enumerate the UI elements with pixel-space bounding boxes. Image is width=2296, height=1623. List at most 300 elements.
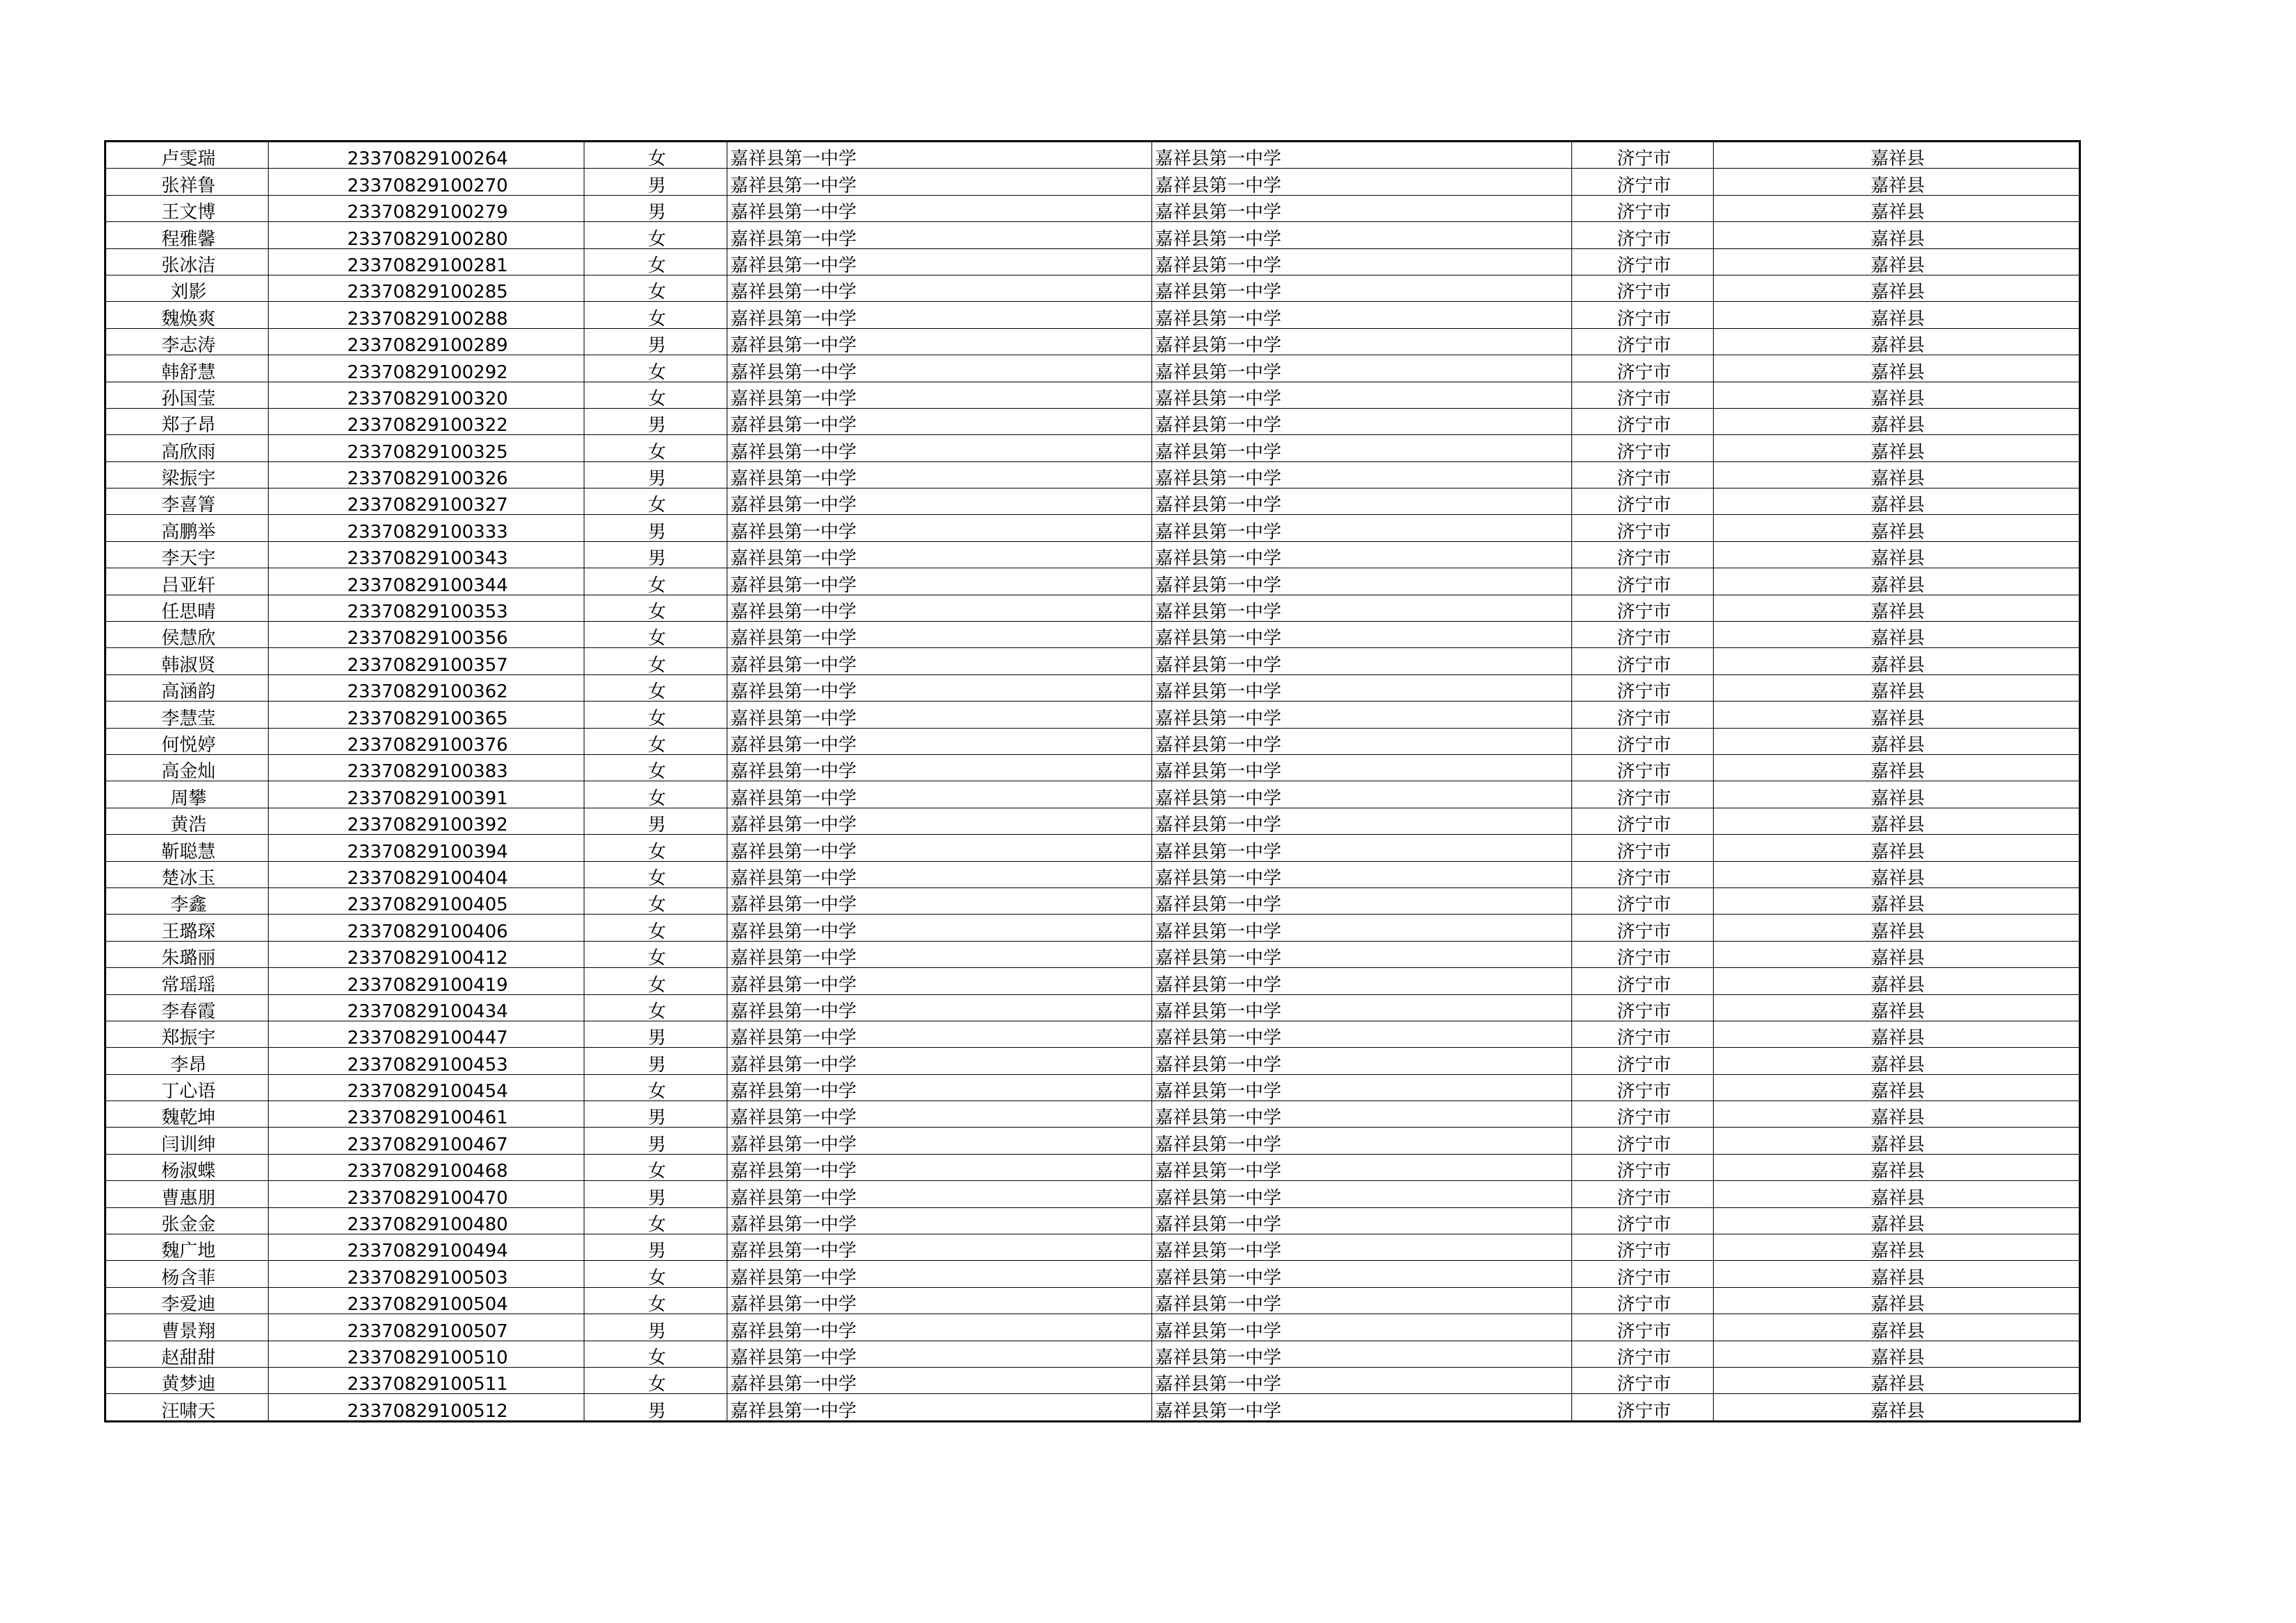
county-cell: 嘉祥县 [1714,994,2080,1021]
table-row [105,968,2080,994]
table-row [105,515,2080,541]
exam-id-cell: 23370829100333 [269,515,584,541]
name-cell: 程雅馨 [105,222,269,248]
registered-school-cell: 嘉祥县第一中学 [1152,248,1572,275]
table-row [105,248,2080,275]
school-cell: 嘉祥县第一中学 [727,461,1152,488]
exam-id-cell: 23370829100461 [269,1101,584,1128]
county-cell: 嘉祥县 [1714,328,2080,355]
gender-cell: 男 [584,1048,727,1074]
county-cell: 嘉祥县 [1714,435,2080,461]
registered-school-cell: 嘉祥县第一中学 [1152,994,1572,1021]
city-cell: 济宁市 [1572,222,1714,248]
county-cell: 嘉祥县 [1714,808,2080,834]
exam-id-cell: 23370829100325 [269,435,584,461]
county-cell: 嘉祥县 [1714,1101,2080,1128]
gender-cell: 男 [584,1394,727,1421]
exam-id-cell: 23370829100453 [269,1048,584,1074]
city-cell: 济宁市 [1572,754,1714,781]
exam-id-cell: 23370829100480 [269,1207,584,1234]
county-cell: 嘉祥县 [1714,1367,2080,1393]
county-cell: 嘉祥县 [1714,568,2080,595]
registered-school-cell: 嘉祥县第一中学 [1152,408,1572,434]
county-cell: 嘉祥县 [1714,142,2080,169]
city-cell: 济宁市 [1572,1314,1714,1341]
gender-cell: 男 [584,1234,727,1261]
school-cell: 嘉祥县第一中学 [727,915,1152,941]
gender-cell: 男 [584,1101,727,1128]
gender-cell: 女 [584,222,727,248]
city-cell: 济宁市 [1572,1367,1714,1393]
gender-cell: 女 [584,275,727,301]
registered-school-cell: 嘉祥县第一中学 [1152,1154,1572,1180]
county-cell: 嘉祥县 [1714,861,2080,887]
school-cell: 嘉祥县第一中学 [727,861,1152,887]
school-cell: 嘉祥县第一中学 [727,1367,1152,1393]
county-cell: 嘉祥县 [1714,1154,2080,1180]
county-cell: 嘉祥县 [1714,541,2080,568]
school-cell: 嘉祥县第一中学 [727,541,1152,568]
registered-school-cell: 嘉祥县第一中学 [1152,728,1572,754]
table-row [105,1394,2080,1421]
exam-id-cell: 23370829100383 [269,754,584,781]
registered-school-cell: 嘉祥县第一中学 [1152,754,1572,781]
county-cell: 嘉祥县 [1714,195,2080,221]
gender-cell: 男 [584,169,727,195]
county-cell: 嘉祥县 [1714,1341,2080,1367]
table-row [105,781,2080,808]
city-cell: 济宁市 [1572,915,1714,941]
exam-id-cell: 23370829100470 [269,1181,584,1207]
school-cell: 嘉祥县第一中学 [727,1261,1152,1287]
county-cell: 嘉祥县 [1714,275,2080,301]
city-cell: 济宁市 [1572,355,1714,382]
name-cell: 高鹏举 [105,515,269,541]
county-cell: 嘉祥县 [1714,781,2080,808]
table-body [105,142,2080,1422]
registered-school-cell: 嘉祥县第一中学 [1152,648,1572,674]
exam-id-cell: 23370829100322 [269,408,584,434]
name-cell: 李爱迪 [105,1287,269,1314]
exam-id-cell: 23370829100270 [269,169,584,195]
gender-cell: 女 [584,674,727,701]
exam-id-cell: 23370829100327 [269,488,584,515]
school-cell: 嘉祥县第一中学 [727,994,1152,1021]
gender-cell: 女 [584,941,727,967]
school-cell: 嘉祥县第一中学 [727,968,1152,994]
registered-school-cell: 嘉祥县第一中学 [1152,328,1572,355]
gender-cell: 女 [584,754,727,781]
table-row [105,674,2080,701]
county-cell: 嘉祥县 [1714,1048,2080,1074]
exam-id-cell: 23370829100510 [269,1341,584,1367]
city-cell: 济宁市 [1572,1074,1714,1101]
exam-id-cell: 23370829100494 [269,1234,584,1261]
exam-id-cell: 23370829100504 [269,1287,584,1314]
school-cell: 嘉祥县第一中学 [727,941,1152,967]
exam-id-cell: 23370829100288 [269,302,584,328]
name-cell: 张祥鲁 [105,169,269,195]
gender-cell: 女 [584,488,727,515]
school-cell: 嘉祥县第一中学 [727,248,1152,275]
county-cell: 嘉祥县 [1714,169,2080,195]
gender-cell: 女 [584,648,727,674]
registered-school-cell: 嘉祥县第一中学 [1152,1367,1572,1393]
registered-school-cell: 嘉祥县第一中学 [1152,1207,1572,1234]
name-cell: 张金金 [105,1207,269,1234]
exam-id-cell: 23370829100405 [269,887,584,914]
name-cell: 曹景翔 [105,1314,269,1341]
county-cell: 嘉祥县 [1714,648,2080,674]
registered-school-cell: 嘉祥县第一中学 [1152,488,1572,515]
name-cell: 张冰洁 [105,248,269,275]
registered-school-cell: 嘉祥县第一中学 [1152,1287,1572,1314]
city-cell: 济宁市 [1572,1021,1714,1047]
exam-id-cell: 23370829100320 [269,382,584,408]
name-cell: 李志涛 [105,328,269,355]
table-row [105,648,2080,674]
county-cell: 嘉祥县 [1714,702,2080,728]
table-row [105,1181,2080,1207]
school-cell: 嘉祥县第一中学 [727,515,1152,541]
school-cell: 嘉祥县第一中学 [727,1314,1152,1341]
gender-cell: 女 [584,622,727,648]
gender-cell: 女 [584,142,727,169]
exam-id-cell: 23370829100356 [269,622,584,648]
registered-school-cell: 嘉祥县第一中学 [1152,674,1572,701]
student-table [104,140,2081,1422]
school-cell: 嘉祥县第一中学 [727,1287,1152,1314]
registered-school-cell: 嘉祥县第一中学 [1152,1181,1572,1207]
exam-id-cell: 23370829100434 [269,994,584,1021]
registered-school-cell: 嘉祥县第一中学 [1152,941,1572,967]
table-row [105,1101,2080,1128]
table-row [105,408,2080,434]
city-cell: 济宁市 [1572,302,1714,328]
city-cell: 济宁市 [1572,648,1714,674]
city-cell: 济宁市 [1572,1154,1714,1180]
name-cell: 楚冰玉 [105,861,269,887]
exam-id-cell: 23370829100404 [269,861,584,887]
gender-cell: 女 [584,435,727,461]
gender-cell: 男 [584,1314,727,1341]
registered-school-cell: 嘉祥县第一中学 [1152,355,1572,382]
city-cell: 济宁市 [1572,861,1714,887]
registered-school-cell: 嘉祥县第一中学 [1152,887,1572,914]
county-cell: 嘉祥县 [1714,302,2080,328]
registered-school-cell: 嘉祥县第一中学 [1152,275,1572,301]
city-cell: 济宁市 [1572,1181,1714,1207]
name-cell: 杨淑蝶 [105,1154,269,1180]
table-row [105,169,2080,195]
city-cell: 济宁市 [1572,674,1714,701]
city-cell: 济宁市 [1572,1341,1714,1367]
county-cell: 嘉祥县 [1714,1128,2080,1154]
exam-id-cell: 23370829100511 [269,1367,584,1393]
school-cell: 嘉祥县第一中学 [727,1101,1152,1128]
table-row [105,754,2080,781]
gender-cell: 女 [584,595,727,621]
school-cell: 嘉祥县第一中学 [727,887,1152,914]
registered-school-cell: 嘉祥县第一中学 [1152,1394,1572,1421]
gender-cell: 男 [584,515,727,541]
table-row [105,382,2080,408]
name-cell: 李春霞 [105,994,269,1021]
name-cell: 高金灿 [105,754,269,781]
county-cell: 嘉祥县 [1714,1394,2080,1421]
registered-school-cell: 嘉祥县第一中学 [1152,1048,1572,1074]
county-cell: 嘉祥县 [1714,1021,2080,1047]
table-row [105,488,2080,515]
city-cell: 济宁市 [1572,541,1714,568]
table-row [105,1154,2080,1180]
school-cell: 嘉祥县第一中学 [727,142,1152,169]
school-cell: 嘉祥县第一中学 [727,275,1152,301]
county-cell: 嘉祥县 [1714,1261,2080,1287]
registered-school-cell: 嘉祥县第一中学 [1152,302,1572,328]
school-cell: 嘉祥县第一中学 [727,1207,1152,1234]
table-row [105,1367,2080,1393]
gender-cell: 女 [584,1341,727,1367]
exam-id-cell: 23370829100344 [269,568,584,595]
exam-id-cell: 23370829100467 [269,1128,584,1154]
exam-id-cell: 23370829100392 [269,808,584,834]
school-cell: 嘉祥县第一中学 [727,1154,1152,1180]
school-cell: 嘉祥县第一中学 [727,382,1152,408]
name-cell: 韩舒慧 [105,355,269,382]
name-cell: 梁振宇 [105,461,269,488]
county-cell: 嘉祥县 [1714,622,2080,648]
name-cell: 高欣雨 [105,435,269,461]
exam-id-cell: 23370829100279 [269,195,584,221]
registered-school-cell: 嘉祥县第一中学 [1152,1101,1572,1128]
city-cell: 济宁市 [1572,142,1714,169]
name-cell: 魏焕爽 [105,302,269,328]
exam-id-cell: 23370829100454 [269,1074,584,1101]
registered-school-cell: 嘉祥县第一中学 [1152,222,1572,248]
school-cell: 嘉祥县第一中学 [727,222,1152,248]
city-cell: 济宁市 [1572,1287,1714,1314]
city-cell: 济宁市 [1572,408,1714,434]
city-cell: 济宁市 [1572,1101,1714,1128]
exam-id-cell: 23370829100376 [269,728,584,754]
name-cell: 郑振宇 [105,1021,269,1047]
name-cell: 赵甜甜 [105,1341,269,1367]
city-cell: 济宁市 [1572,887,1714,914]
gender-cell: 男 [584,461,727,488]
gender-cell: 女 [584,1261,727,1287]
table-row [105,1261,2080,1287]
school-cell: 嘉祥县第一中学 [727,808,1152,834]
school-cell: 嘉祥县第一中学 [727,355,1152,382]
table-row [105,1021,2080,1047]
school-cell: 嘉祥县第一中学 [727,595,1152,621]
school-cell: 嘉祥县第一中学 [727,328,1152,355]
name-cell: 孙国莹 [105,382,269,408]
table-row [105,1048,2080,1074]
school-cell: 嘉祥县第一中学 [727,1048,1152,1074]
county-cell: 嘉祥县 [1714,1234,2080,1261]
school-cell: 嘉祥县第一中学 [727,781,1152,808]
gender-cell: 男 [584,328,727,355]
registered-school-cell: 嘉祥县第一中学 [1152,968,1572,994]
registered-school-cell: 嘉祥县第一中学 [1152,835,1572,861]
exam-id-cell: 23370829100394 [269,835,584,861]
table-row [105,328,2080,355]
registered-school-cell: 嘉祥县第一中学 [1152,1021,1572,1047]
city-cell: 济宁市 [1572,382,1714,408]
exam-id-cell: 23370829100512 [269,1394,584,1421]
table-row [105,568,2080,595]
registered-school-cell: 嘉祥县第一中学 [1152,702,1572,728]
county-cell: 嘉祥县 [1714,248,2080,275]
table-row [105,808,2080,834]
exam-id-cell: 23370829100365 [269,702,584,728]
gender-cell: 女 [584,1154,727,1180]
table-row [105,541,2080,568]
exam-id-cell: 23370829100280 [269,222,584,248]
exam-id-cell: 23370829100447 [269,1021,584,1047]
county-cell: 嘉祥县 [1714,728,2080,754]
gender-cell: 男 [584,1128,727,1154]
school-cell: 嘉祥县第一中学 [727,435,1152,461]
registered-school-cell: 嘉祥县第一中学 [1152,461,1572,488]
city-cell: 济宁市 [1572,968,1714,994]
city-cell: 济宁市 [1572,808,1714,834]
county-cell: 嘉祥县 [1714,222,2080,248]
registered-school-cell: 嘉祥县第一中学 [1152,808,1572,834]
exam-id-cell: 23370829100468 [269,1154,584,1180]
table-row [105,275,2080,301]
city-cell: 济宁市 [1572,1261,1714,1287]
gender-cell: 女 [584,861,727,887]
county-cell: 嘉祥县 [1714,1207,2080,1234]
county-cell: 嘉祥县 [1714,941,2080,967]
school-cell: 嘉祥县第一中学 [727,195,1152,221]
city-cell: 济宁市 [1572,1128,1714,1154]
table-row [105,435,2080,461]
name-cell: 杨含菲 [105,1261,269,1287]
registered-school-cell: 嘉祥县第一中学 [1152,169,1572,195]
table-row [105,222,2080,248]
name-cell: 刘影 [105,275,269,301]
school-cell: 嘉祥县第一中学 [727,169,1152,195]
gender-cell: 女 [584,887,727,914]
name-cell: 魏广地 [105,1234,269,1261]
city-cell: 济宁市 [1572,248,1714,275]
county-cell: 嘉祥县 [1714,1074,2080,1101]
gender-cell: 女 [584,728,727,754]
exam-id-cell: 23370829100503 [269,1261,584,1287]
name-cell: 常瑶瑶 [105,968,269,994]
county-cell: 嘉祥县 [1714,461,2080,488]
city-cell: 济宁市 [1572,1234,1714,1261]
school-cell: 嘉祥县第一中学 [727,568,1152,595]
gender-cell: 女 [584,702,727,728]
county-cell: 嘉祥县 [1714,515,2080,541]
name-cell: 靳聪慧 [105,835,269,861]
table-row [105,861,2080,887]
table-row [105,1207,2080,1234]
city-cell: 济宁市 [1572,941,1714,967]
name-cell: 丁心语 [105,1074,269,1101]
school-cell: 嘉祥县第一中学 [727,302,1152,328]
registered-school-cell: 嘉祥县第一中学 [1152,568,1572,595]
table-row [105,622,2080,648]
registered-school-cell: 嘉祥县第一中学 [1152,1074,1572,1101]
registered-school-cell: 嘉祥县第一中学 [1152,1261,1572,1287]
name-cell: 闫训绅 [105,1128,269,1154]
registered-school-cell: 嘉祥县第一中学 [1152,142,1572,169]
gender-cell: 女 [584,355,727,382]
registered-school-cell: 嘉祥县第一中学 [1152,861,1572,887]
table-row [105,702,2080,728]
county-cell: 嘉祥县 [1714,488,2080,515]
county-cell: 嘉祥县 [1714,835,2080,861]
school-cell: 嘉祥县第一中学 [727,622,1152,648]
registered-school-cell: 嘉祥县第一中学 [1152,515,1572,541]
city-cell: 济宁市 [1572,994,1714,1021]
gender-cell: 男 [584,541,727,568]
school-cell: 嘉祥县第一中学 [727,648,1152,674]
county-cell: 嘉祥县 [1714,754,2080,781]
school-cell: 嘉祥县第一中学 [727,702,1152,728]
gender-cell: 女 [584,781,727,808]
county-cell: 嘉祥县 [1714,674,2080,701]
exam-id-cell: 23370829100281 [269,248,584,275]
name-cell: 吕亚轩 [105,568,269,595]
city-cell: 济宁市 [1572,169,1714,195]
table-row [105,1341,2080,1367]
table-row [105,835,2080,861]
city-cell: 济宁市 [1572,435,1714,461]
registered-school-cell: 嘉祥县第一中学 [1152,781,1572,808]
registered-school-cell: 嘉祥县第一中学 [1152,382,1572,408]
table-row [105,355,2080,382]
city-cell: 济宁市 [1572,461,1714,488]
name-cell: 侯慧欣 [105,622,269,648]
school-cell: 嘉祥县第一中学 [727,1394,1152,1421]
table-row [105,461,2080,488]
school-cell: 嘉祥县第一中学 [727,1128,1152,1154]
school-cell: 嘉祥县第一中学 [727,488,1152,515]
registered-school-cell: 嘉祥县第一中学 [1152,915,1572,941]
gender-cell: 男 [584,1021,727,1047]
registered-school-cell: 嘉祥县第一中学 [1152,195,1572,221]
exam-id-cell: 23370829100391 [269,781,584,808]
city-cell: 济宁市 [1572,1048,1714,1074]
name-cell: 黄梦迪 [105,1367,269,1393]
city-cell: 济宁市 [1572,622,1714,648]
table-row [105,595,2080,621]
gender-cell: 女 [584,382,727,408]
registered-school-cell: 嘉祥县第一中学 [1152,1234,1572,1261]
county-cell: 嘉祥县 [1714,595,2080,621]
exam-id-cell: 23370829100362 [269,674,584,701]
name-cell: 高涵韵 [105,674,269,701]
school-cell: 嘉祥县第一中学 [727,1341,1152,1367]
exam-id-cell: 23370829100285 [269,275,584,301]
name-cell: 郑子昂 [105,408,269,434]
gender-cell: 女 [584,835,727,861]
school-cell: 嘉祥县第一中学 [727,1181,1152,1207]
table-row [105,302,2080,328]
county-cell: 嘉祥县 [1714,1181,2080,1207]
exam-id-cell: 23370829100357 [269,648,584,674]
table-row [105,994,2080,1021]
city-cell: 济宁市 [1572,488,1714,515]
table-row [105,941,2080,967]
